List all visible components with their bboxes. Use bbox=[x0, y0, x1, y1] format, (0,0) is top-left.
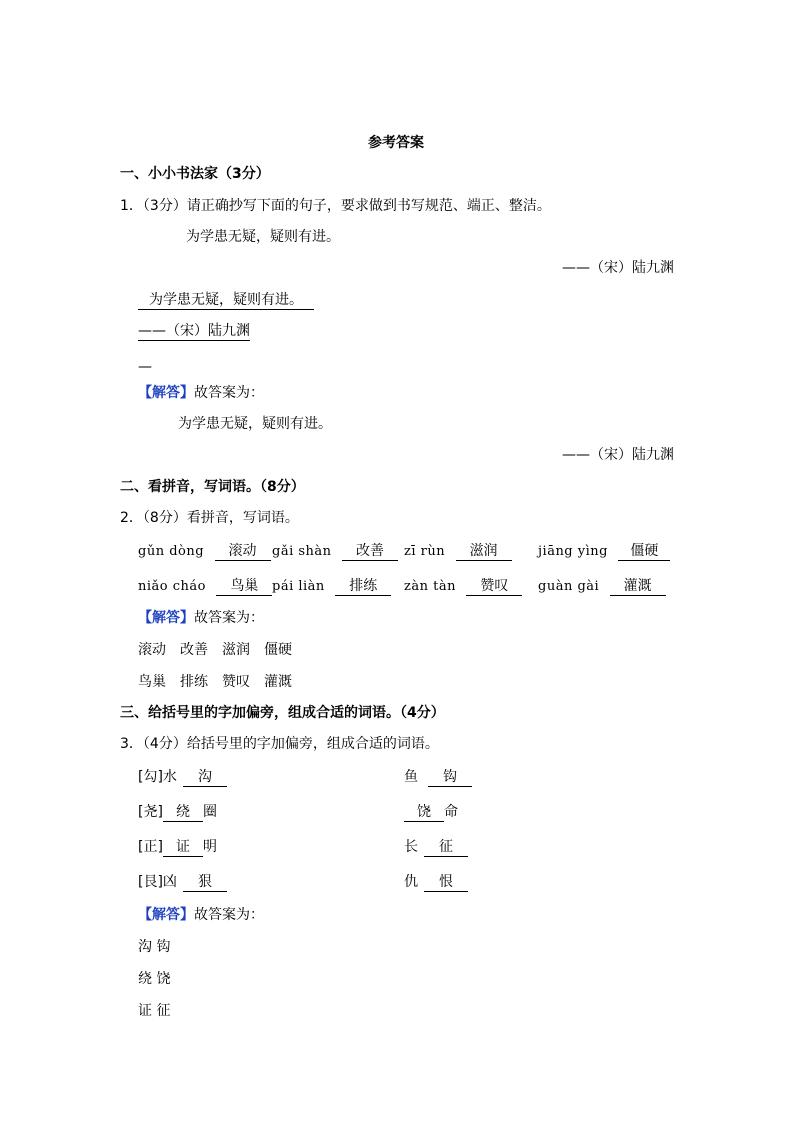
radical-item-right bbox=[404, 802, 458, 822]
solution-3-lead: 故答案为： bbox=[194, 907, 264, 923]
question-2: 2．（8分）看拼音，写词语。 bbox=[120, 510, 299, 526]
radical-answer: 绕 bbox=[163, 803, 203, 822]
solution-3 bbox=[138, 905, 264, 925]
radical-suffix: 圈 bbox=[202, 804, 217, 820]
pinyin-item bbox=[272, 576, 391, 597]
solution-2-line-1: 滚动 改善 滋润 僵硬 bbox=[138, 642, 292, 658]
pinyin-text: jiāng yìng bbox=[538, 544, 608, 559]
question-1-sentence: 为学患无疑，疑则有进。 bbox=[186, 229, 340, 245]
section-2-heading: 二、看拼音，写词语。（8分） bbox=[120, 479, 305, 495]
pinyin-text: zàn tàn bbox=[404, 579, 456, 594]
radical-item-right bbox=[404, 837, 468, 857]
pinyin-item bbox=[138, 576, 272, 597]
pinyin-text: zī rùn bbox=[404, 544, 446, 559]
pinyin-item bbox=[404, 541, 512, 562]
solution-1 bbox=[138, 383, 264, 403]
answer-1-copy-sentence: 为学患无疑，疑则有进。 bbox=[138, 291, 314, 310]
question-3: 3．（4分）给括号里的字加偏旁，组成合适的词语。 bbox=[120, 736, 439, 752]
pinyin-item bbox=[272, 541, 398, 562]
pinyin-text: pái liàn bbox=[272, 579, 325, 594]
solution-3-line: 沟 钩 bbox=[138, 939, 171, 955]
radical-answer: 沟 bbox=[183, 768, 227, 787]
radical-prefix: 鱼 bbox=[404, 769, 418, 785]
radical-item-left bbox=[138, 767, 227, 787]
radical-prefix: 仇 bbox=[404, 874, 418, 890]
pinyin-text: niǎo cháo bbox=[138, 579, 206, 594]
pinyin-text: guàn gài bbox=[538, 579, 600, 594]
radical-item-left bbox=[138, 872, 227, 892]
pinyin-item bbox=[404, 576, 522, 597]
solution-2-line-2: 鸟巢 排练 赞叹 灌溉 bbox=[138, 674, 292, 690]
pinyin-answer: 鸟巢 bbox=[216, 577, 272, 596]
answer-1-blank-mark: — bbox=[138, 359, 152, 375]
radical-suffix: 明 bbox=[202, 839, 217, 855]
solution-1-author: ——（宋）陆九渊 bbox=[562, 447, 674, 463]
radical-answer: 钩 bbox=[428, 768, 472, 787]
solution-1-tag: 【解答】 bbox=[138, 385, 194, 401]
question-1: 1．（3分）请正确抄写下面的句子，要求做到书写规范、端正、整洁。 bbox=[120, 198, 551, 214]
radical-suffix: 命 bbox=[444, 804, 458, 820]
solution-1-sentence: 为学患无疑，疑则有进。 bbox=[178, 416, 332, 432]
radical-prefix: [正] bbox=[138, 839, 163, 855]
radical-item-left bbox=[138, 802, 217, 822]
answer-1-line-2 bbox=[138, 321, 250, 341]
solution-3-tag: 【解答】 bbox=[138, 907, 194, 923]
solution-2-tag: 【解答】 bbox=[138, 610, 194, 626]
pinyin-answer: 滋润 bbox=[456, 542, 512, 561]
pinyin-answer: 赞叹 bbox=[466, 577, 522, 596]
section-3-heading: 三、给括号里的字加偏旁，组成合适的词语。（4分） bbox=[120, 705, 445, 721]
answer-1-copy-author: ——（宋）陆九渊 bbox=[138, 323, 250, 339]
solution-3-line: 绕 饶 bbox=[138, 971, 171, 987]
solution-3-line: 证 征 bbox=[138, 1003, 171, 1019]
question-1-author: ——（宋）陆九渊 bbox=[562, 260, 674, 276]
pinyin-answer: 排练 bbox=[335, 577, 391, 596]
radical-answer: 恨 bbox=[424, 873, 468, 892]
pinyin-item bbox=[538, 541, 670, 562]
radical-answer: 饶 bbox=[404, 803, 444, 822]
radical-prefix: 长 bbox=[404, 839, 418, 855]
solution-1-lead: 故答案为： bbox=[194, 385, 264, 401]
pinyin-answer: 滚动 bbox=[215, 542, 271, 561]
radical-item-left bbox=[138, 837, 217, 857]
pinyin-answer: 改善 bbox=[342, 542, 398, 561]
pinyin-text: gǔn dòng bbox=[138, 544, 205, 559]
radical-prefix: [尧] bbox=[138, 804, 163, 820]
pinyin-text: gǎi shàn bbox=[272, 544, 332, 559]
pinyin-answer: 灌溉 bbox=[610, 577, 666, 596]
pinyin-answer: 僵硬 bbox=[618, 542, 670, 561]
radical-prefix: [勾]水 bbox=[138, 769, 177, 785]
radical-answer: 征 bbox=[424, 838, 468, 857]
solution-2 bbox=[138, 608, 264, 628]
solution-2-lead: 故答案为： bbox=[194, 610, 264, 626]
pinyin-item bbox=[538, 576, 666, 597]
section-1-heading: 一、小小书法家（3分） bbox=[120, 166, 270, 182]
radical-item-right bbox=[404, 767, 472, 787]
radical-answer: 狠 bbox=[183, 873, 227, 892]
radical-prefix: [艮]凶 bbox=[138, 874, 177, 890]
answer-1-line-1 bbox=[138, 290, 314, 310]
page-title: 参考答案 bbox=[368, 135, 424, 151]
radical-answer: 证 bbox=[163, 838, 203, 857]
pinyin-item bbox=[138, 541, 271, 562]
radical-item-right bbox=[404, 872, 468, 892]
